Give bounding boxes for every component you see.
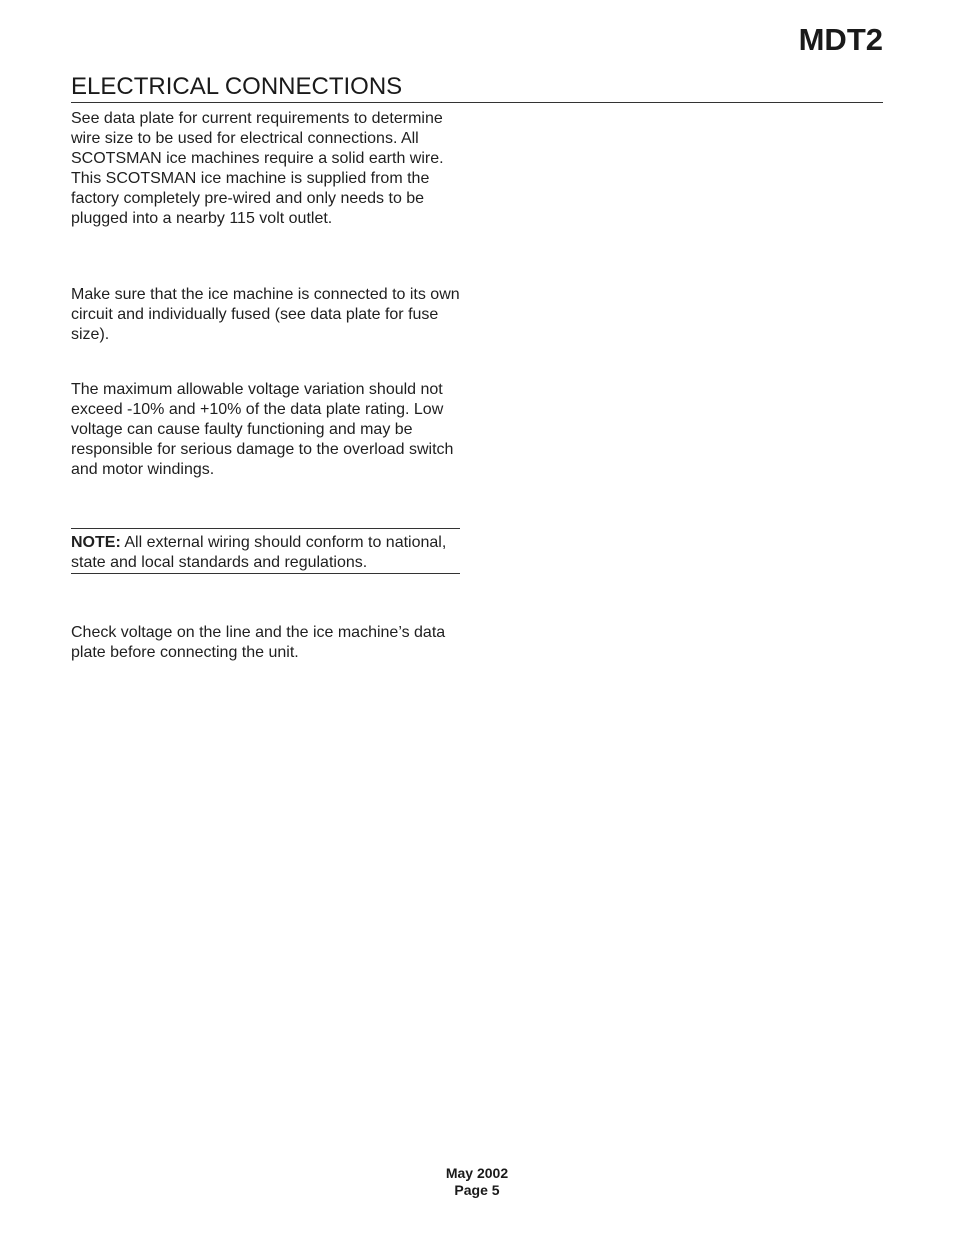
section-title: ELECTRICAL CONNECTIONS [71,73,883,103]
paragraph-circuit: Make sure that the ice machine is connected to its own circuit and individually fused (see data plate for fuse size). [71,286,460,343]
paragraph-wire-size: See data plate for current requirements to determine wire size to be used for electrical connections. All SCOTSMAN ice machines require a solid earth wire. This SCOTSMAN ice machine is supplied from the factory completely pre-wired and only needs to be plugged into a nearby 115 volt outlet. [71,110,444,227]
footer-date: May 2002 [445,1165,509,1181]
note-text: All external wiring should conform to national, state and local standards and regulations. [71,534,447,571]
model-number: MDT2 [798,22,883,57]
paragraph-check-voltage: Check voltage on the line and the ice machine’s data plate before connecting the unit. [71,624,446,661]
page-footer [0,1165,954,1199]
note-label: NOTE: [71,534,121,551]
footer-page-number: Page 5 [454,1182,500,1198]
note-box [71,528,460,574]
paragraph-voltage-variation: The maximum allowable voltage variation should not exceed -10% and +10% of the data plate rating. Low voltage can cause faulty functioning and may be responsible for serious damage to the overload switch and motor windings. [71,381,454,478]
